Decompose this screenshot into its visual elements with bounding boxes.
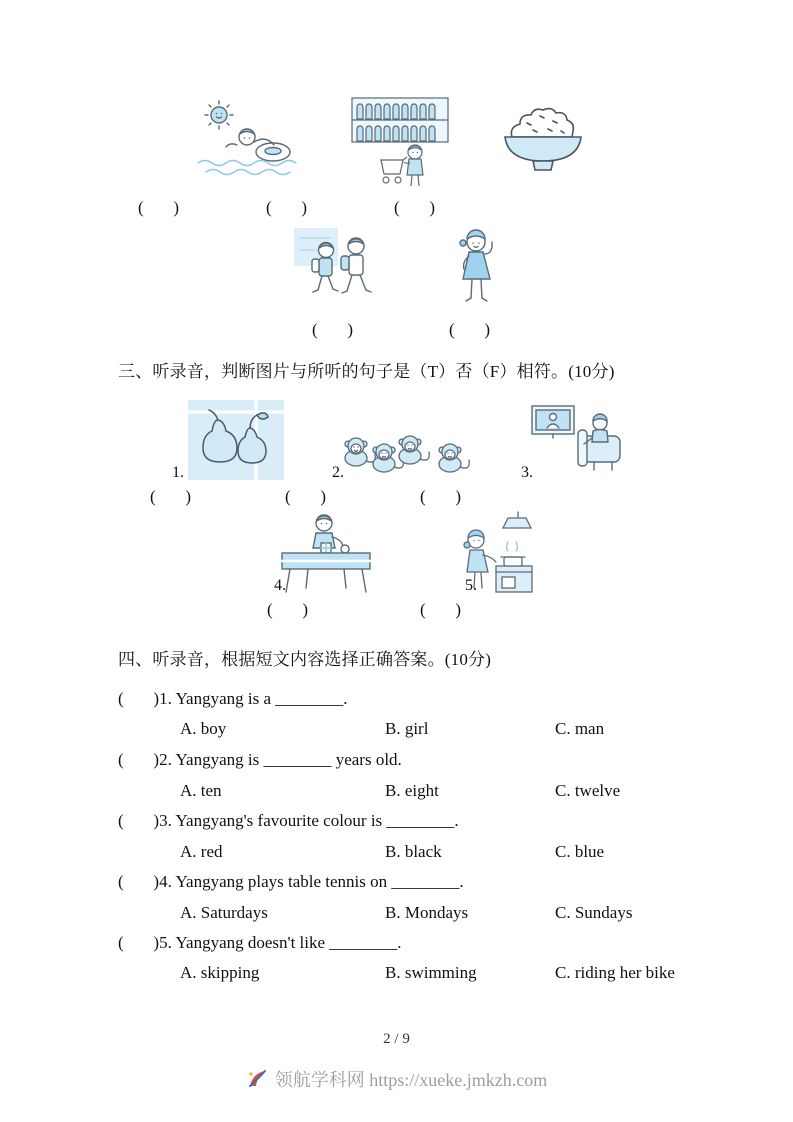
answer-blank: ( ) [420, 487, 462, 506]
answer-blank: ( ) [150, 487, 192, 506]
swimming-icon [196, 100, 308, 178]
table-tennis-illustration [278, 510, 374, 596]
item-number-5: 5. [465, 577, 477, 594]
section3-title: 三、听录音，判断图片与所听的句子是（T）否（F）相符。(10分) [118, 362, 615, 381]
question-4-text: Yangyang plays table tennis on ________. [171, 872, 464, 891]
pears-icon [186, 398, 286, 482]
question-5-option-c: C. riding her bike [555, 963, 675, 982]
item-number-3: 3. [521, 464, 533, 481]
watermark-text: 领航学科网 https://xueke.jmkzh.com [274, 1070, 548, 1090]
rice-bowl-illustration [500, 102, 586, 180]
question-1 [118, 689, 348, 709]
answer-blank: ( ) [449, 320, 491, 339]
answer-blank: ( ) [420, 600, 462, 619]
question-4-option-c: C. Sundays [555, 903, 633, 922]
question-5-blank: ( )5. [118, 933, 172, 952]
walking-students-icon [292, 226, 392, 314]
question-1-text: Yangyang is a ________. [171, 689, 348, 708]
swimming-illustration [196, 100, 308, 178]
question-2-option-b: B. eight [385, 781, 439, 800]
page-number: 2 / 9 [383, 1031, 410, 1047]
question-3-option-a: A. red [180, 842, 223, 861]
answer-blank: ( ) [285, 487, 327, 506]
supermarket-icon [349, 96, 451, 190]
question-3-option-b: B. black [385, 842, 442, 861]
watching-tv-illustration [528, 402, 624, 480]
question-1-option-c: C. man [555, 719, 605, 738]
supermarket-illustration [349, 96, 451, 190]
question-5-text: Yangyang doesn't like ________. [171, 933, 402, 952]
answer-blank: ( ) [267, 600, 309, 619]
question-3-text: Yangyang's favourite colour is ________. [171, 811, 459, 830]
sun-icon [205, 101, 233, 129]
question-2-option-a: A. ten [180, 781, 222, 800]
question-5-option-b: B. swimming [385, 963, 477, 982]
watermark [0, 1066, 793, 1092]
question-4-option-a: A. Saturdays [180, 903, 268, 922]
question-3-blank: ( )3. [118, 811, 172, 830]
item-number-1: 1. [172, 464, 184, 481]
question-2-text: Yangyang is ________ years old. [171, 750, 402, 769]
monkeys-icon [338, 418, 472, 478]
item-number-4: 4. [274, 577, 286, 594]
question-4-blank: ( )4. [118, 872, 172, 891]
question-5-option-a: A. skipping [180, 963, 260, 982]
answer-blank: ( ) [312, 320, 354, 339]
answer-blank: ( ) [138, 198, 180, 217]
question-1-option-b: B. girl [385, 719, 429, 738]
monkeys-illustration [338, 418, 472, 478]
watching-tv-icon [528, 402, 624, 480]
pears-illustration [186, 398, 286, 482]
question-2-blank: ( )2. [118, 750, 172, 769]
standing-girl-icon [450, 226, 506, 314]
question-4 [118, 872, 464, 892]
item-number-2: 2. [332, 464, 344, 481]
rice-bowl-icon [500, 102, 586, 180]
walking-students-illustration [292, 226, 392, 314]
answer-blank: ( ) [394, 198, 436, 217]
question-1-option-a: A. boy [180, 719, 227, 738]
answer-blank: ( ) [266, 198, 308, 217]
question-3-option-c: C. blue [555, 842, 605, 861]
question-2 [118, 750, 402, 770]
watermark-logo-icon [246, 1068, 268, 1090]
section4-title: 四、听录音，根据短文内容选择正确答案。(10分) [118, 650, 492, 669]
question-1-blank: ( )1. [118, 689, 172, 708]
question-3 [118, 811, 459, 831]
question-5 [118, 933, 402, 953]
standing-girl-illustration [450, 226, 506, 314]
question-4-option-b: B. Mondays [385, 903, 469, 922]
question-2-option-c: C. twelve [555, 781, 621, 800]
table-tennis-icon [278, 510, 374, 596]
